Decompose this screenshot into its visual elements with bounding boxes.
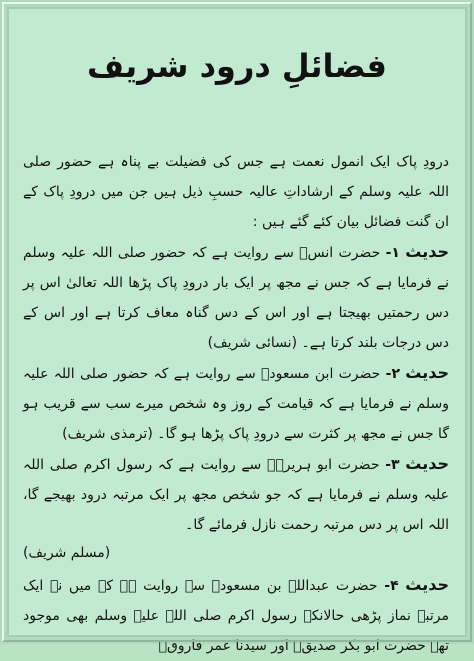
hadith-number: ۴- bbox=[384, 578, 399, 594]
hadith-label: حدیث bbox=[405, 242, 449, 261]
hadith-3 bbox=[23, 449, 449, 540]
hadith-1 bbox=[23, 237, 449, 358]
document-body bbox=[23, 147, 450, 654]
hadith-label: حدیث bbox=[405, 363, 450, 382]
intro-paragraph: درودِ پاک ایک انمول نعمت ہے جس کی فضیلت بے پناہ ہے حضور صلی اللہ علیہ وسلم کے ارشاداتِ عالیہ حسبِ ذیل ہیں جن میں درودِ پاک کے ان گنت فضائل بیان کئے گئے ہیں : bbox=[23, 154, 449, 230]
hadith-text: حضرت انسؓ سے روایت ہے کہ حضور صلی اللہ علیہ وسلم نے فرمایا ہے کہ جس نے مجھ پر ایک بار درودِ پاک پڑھا اللہ تعالیٰ اس پر دس رحمتیں بھیجتا ہے اور اس کے دس گناہ معاف کرتا ہے اور اس کے دس درجات بلند کرتا ہے۔ bbox=[23, 245, 449, 351]
hadith-reference: (مسلم شریف) bbox=[23, 545, 111, 561]
hadith-label: حدیث bbox=[405, 454, 449, 473]
page-title: فضائلِ درود شریف bbox=[86, 47, 387, 85]
hadith-number: ۲- bbox=[385, 366, 400, 382]
hadith-text: حضرت ابن مسعودؓ سے روایت ہے کہ حضور صلی اللہ علیہ وسلم نے فرمایا ہے کہ قیامت کے روز وہ شخص میرے سب سے قریب ہو گا جس نے مجھ پر کثرت سے درودِ پاک پڑھا ہو گا۔ bbox=[23, 366, 449, 442]
hadith-label: حدیث bbox=[405, 575, 449, 594]
hadith-number: ۱- bbox=[385, 245, 400, 261]
hadith-4 bbox=[23, 570, 449, 661]
hadith-reference: (نسائی شریف) bbox=[207, 335, 298, 351]
hadith-3-reference-line bbox=[23, 540, 449, 566]
hadith-2 bbox=[23, 358, 449, 449]
hadith-number: ۳- bbox=[385, 457, 400, 473]
hadith-text: حضرت عبداللہ بن مسعودؓ سے روایت ہے کہ میں نے ایک مرتبہ نماز پڑھی حالانکہ رسول اکرم صلی اللہ علیہ وسلم بھی موجود تھے حضرت ابو بکر صدیقؓ اور سیدنا عمر فاروقؓ bbox=[23, 578, 449, 654]
hadith-reference: (ترمذی شریف) bbox=[62, 426, 153, 442]
hadith-text: حضرت ابو ہریرہؓ سے روایت ہے کہ رسول اکرم صلی اللہ علیہ وسلم نے فرمایا ہے کہ جو شخص مجھ پر ایک مرتبہ درود بھیجے گا، اللہ اس پر دس مرتبہ رحمت نازل فرمائے گا۔ bbox=[23, 457, 449, 533]
